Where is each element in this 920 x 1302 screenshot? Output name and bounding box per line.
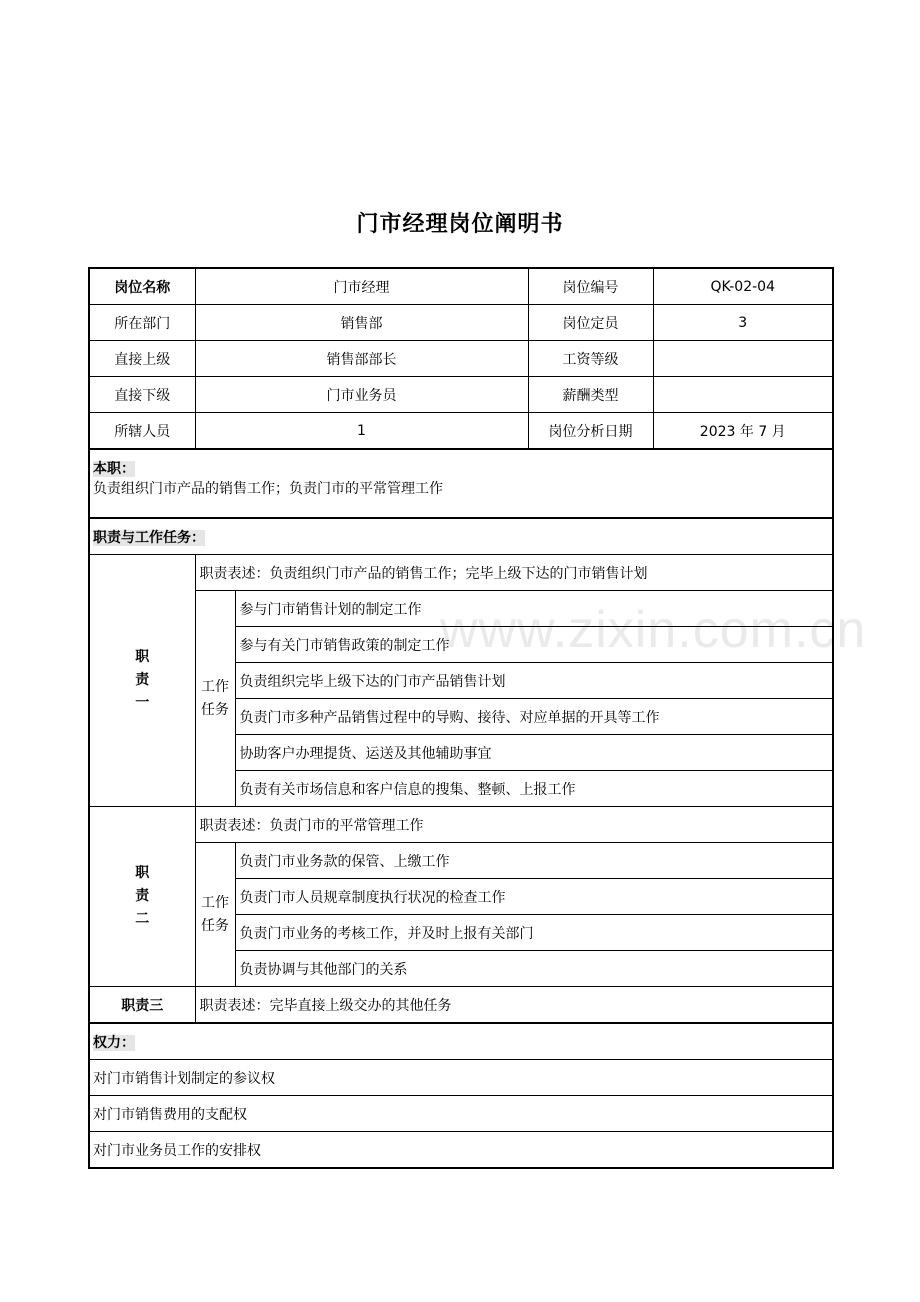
job-description-table [88,267,834,1169]
info-row-superior [89,341,833,377]
authority-item: 对门市销售费用的支配权 [89,1096,833,1132]
duty1-label: 职 责 一 [89,555,195,807]
position-code-value: QK-02-04 [653,268,833,305]
duty2-task-label: 工作 任务 [195,843,235,987]
duty2-task-row [89,843,833,879]
duty1-desc-row [89,555,833,591]
document-title: 门市经理岗位阐明书 [356,212,564,237]
subordinate-label: 直接下级 [89,377,195,413]
salary-grade-label: 工资等级 [528,341,653,377]
duty3-description: 职责表述：完毕直接上级交办的其他任务 [195,987,833,1024]
authority-item: 对门市业务员工作的安排权 [89,1132,833,1169]
core-heading: 本职： [93,461,135,477]
duty2-task: 负责门市业务的考核工作，并及时上报有关部门 [235,915,833,951]
authority-heading: 权力： [93,1034,135,1051]
pay-type-value [653,377,833,413]
salary-grade-value [653,341,833,377]
duty3-row [89,987,833,1024]
authority-row [89,1096,833,1132]
info-row-name [89,268,833,305]
position-name-value: 门市经理 [195,268,528,305]
analysis-date-label: 岗位分析日期 [528,413,653,450]
duty1-task: 参与有关门市销售政策的制定工作 [235,627,833,663]
duty1-task: 负责门市多种产品销售过程中的导购、接待、对应单据的开具等工作 [235,699,833,735]
superior-label: 直接上级 [89,341,195,377]
pay-type-label: 薪酬类型 [528,377,653,413]
authority-heading-row [89,1023,833,1060]
authority-row [89,1132,833,1169]
duty1-task: 负责有关市场信息和客户信息的搜集、整顿、上报工作 [235,771,833,807]
duty1-description: 职责表述：负责组织门市产品的销售工作；完毕上级下达的门市销售计划 [195,555,833,591]
authority-item: 对门市销售计划制定的参议权 [89,1060,833,1096]
analysis-date-value: 2023 年 7 月 [653,413,833,450]
duties-heading: 职责与工作任务： [93,529,205,546]
duty1-task: 参与门市销售计划的制定工作 [235,591,833,627]
duty1-task: 协助客户办理提货、运送及其他辅助事宜 [235,735,833,771]
core-text: 负责组织门市产品的销售工作；负责门市的平常管理工作 [93,481,443,497]
headcount-value: 3 [653,305,833,341]
managed-staff-value: 1 [195,413,528,450]
duty2-task: 负责门市人员规章制度执行状况的检查工作 [235,879,833,915]
duty2-task: 负责门市业务款的保管、上缴工作 [235,843,833,879]
info-row-dept [89,305,833,341]
duties-heading-row [89,518,833,555]
duty2-description: 职责表述：负责门市的平常管理工作 [195,807,833,843]
core-section [89,449,833,518]
managed-staff-label: 所辖人员 [89,413,195,450]
position-code-label: 岗位编号 [528,268,653,305]
duty2-task: 负责协调与其他部门的关系 [235,951,833,987]
duty2-desc-row [89,807,833,843]
authority-row [89,1060,833,1096]
duty1-task-row [89,591,833,627]
duty1-task-label: 工作 任务 [195,591,235,807]
duty1-task: 负责组织完毕上级下达的门市产品销售计划 [235,663,833,699]
duty2-label: 职 责 二 [89,807,195,987]
department-label: 所在部门 [89,305,195,341]
headcount-label: 岗位定员 [528,305,653,341]
info-row-managed [89,413,833,450]
duty3-label: 职责三 [89,987,195,1024]
department-value: 销售部 [195,305,528,341]
subordinate-value: 门市业务员 [195,377,528,413]
info-row-subordinate [89,377,833,413]
watermark: www.zixin.com.cn [440,601,867,659]
superior-value: 销售部部长 [195,341,528,377]
position-name-label: 岗位名称 [89,268,195,305]
